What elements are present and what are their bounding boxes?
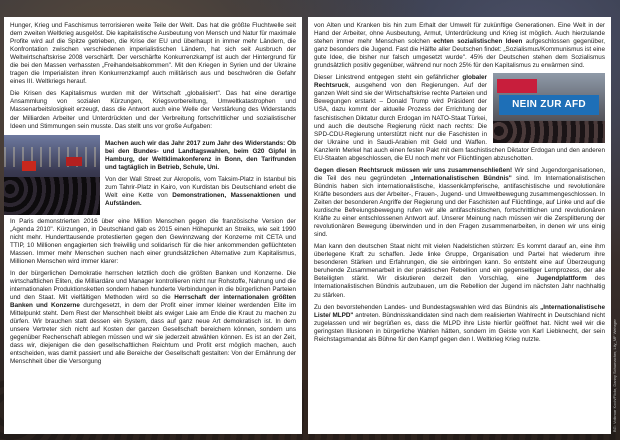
afd-banner-text: NEIN ZUR AFD [499, 95, 599, 115]
paragraph-protests: In Paris demonstrierten 2016 über eine Million Menschen gegen die französische Version der „Agenda 2010". Kürzungen, in Deutschland gab es 2015 einen Höhepunkt an Streiks, wie seit 1990 nicht mehr. Hunderttausende protestierten gegen den Gewinnzwang der Konzerne mit CETA und TTIP, 10 Millionen engagierten sich freiwillig und solidarisch für die hier ankommenden geflüchteten Massen. Immer mehr Menschen suchen nach einer grundsätzlichen Alternative zum Kapitalismus, Millionen Menschen wird immer klarer: [10, 217, 296, 265]
callout-text: Machen auch wir das Jahr 2017 zum Jahr des Widerstands: Ob bei den Bundes- und Landtagswahlen, beim G20 Gipfel in Hamburg, der Weltklimakonferenz in Bonn, den Tarifrunden und tagtäglich in Betrieb, Schule, Uni. Von der Wall Street zur Akropolis, vom Taksim-Platz in Istanbul bis zum Tahrir-Platz in Kairo, von Kurdistan bis Deutschland erlebt die Welt eine Kette von Demonstrationen, Massenaktionen und Aufständen. [105, 139, 296, 207]
paragraph-democracy: In der bürgerlichen Demokratie herrschen letztlich doch die größten Banken und Konzerne. Die wirtschaftlichen Eliten, die Milliardäre und Manager kontrollieren nicht nur Rohstoffe, Nahrung und die internationalen Produktionsketten sondern haben hunderte Verbindungen in die bürgerlichen Parteien und den Staat. Mit vielfältigen Methoden wird so die Herrschaft der internationalen größten Banken und Konzerne durchgesetzt, in dem der Profit einer immer kleiner werdenden Elite im Mittelpunkt steht. Dem Rest der Menschheit bleibt als ewiger Laie am Ende die Kraut zu machen zu dürfen. Wir brauchen statt dessen ein System, dass auf ganz neue Art demokratisch ist. In dem unsere Vertreter sich nicht auf Kosten der ganzen Gesellschaft bereichern können, sondern uns gegenüber Rechenschaft ablegen müssen und wir sie jederzeit abwählen können. Es ist an der Zeit, dass wir, diejenigen die den gesellschaftlichen Reichtum und Profit erst möglich machen, auch entscheiden, was damit passiert und alle Bereiche der Gesellschaft gestalten: Von der Ernährung der Menschheit über die Versorgung [10, 269, 297, 366]
right-text-column [308, 17, 611, 434]
paragraph-elections: Zu den bevorstehenden Landes- und Bundestagswahlen wird das Bündnis als „Internationalistische Liste/ MLPD" antreten. Bündnisskandidaten sind nach dem realisierten Wahlrecht in Deutschland nicht zugelassen und wir begrüßen es, dass die MLPD ihre Liste hierfür geöffnet hat. Nicht weil wir die geringsten Illusionen in bürgerliche Wahlen hätten, sondern im Geiste von Karl Liebknecht, der sein Reichstagsmandat als Bühne für den Kampf gegen den I. Weltkrieg Krieg nutzte. [314, 303, 605, 343]
paragraph-crisis: Hunger, Krieg und Faschismus terrorisieren weite Teile der Welt. Das hat die größte Fluchtwelle seit dem zweiten Weltkrieg ausgelöst. Die kapitalistische Ausbeutung von Mensch und Natur für maximale Profite wird auf die Spitze getrieben, die Krise der EU und überhaupt in immer mehr Ländern, die Konfrontation zwischen verschiedenen imperialistischen Ländern, hat sich seit Ausbruch der Weltwirtschaftskrise 2008 verschärft. Der verschärfte Konkurrenzkampf ist auch der Hintergrund für die bei den Massen verhassten „Freihandelsabkommen". Mit den Kriegen in Syrien und der Ukraine tragen die Imperialisten ihren Konkurrenzkampf auch militärisch aus und beschwören die Gefahr eines III. Weltkriegs herauf. [10, 22, 296, 86]
photo-callout-row [4, 135, 302, 215]
paragraph-globalization: Die Krisen des Kapitalismus wurden mit der Wirtschaft „globalisiert". Das hat eine derartige Ansammlung von sozialen Kürzungen, Kriegsvorbereitung, Umweltkatastrophen und Massenarbeitslosigkeit erzeugt, dass die Antwort auch eine Welle der Verstärkung des Widerstands der Milliarden Arbeiter und Unterdrückten und der Verbreitung fortschrittlicher und sozialistischer Ideen und Stimmungen sein musste. Das stellt uns vor große Aufgaben: [10, 90, 296, 130]
paragraph-alliance: Gegen diesen Rechtsruck müssen wir uns zusammenschließen! Wir sind Jugendorganisationen, die Teil des neu gegründeten „Internationalistischen Bündnis" sind. Im Internationalistischen Bündnis haben sich internationalistische, klassenkämpferische, antifaschistische und revolutionäre Kräfte besonders aus der Arbeiter-, Frauen-, Jugend- und Umweltbewegung zusammengeschlossen. In Zeiten der besonderen Angriffe der Regierung und der Faschisten auf Flüchtlinge, auf Linke und auf die kurdische Befreiungsbewegung rufen wir alle antifaschistischen, fortschrittlichen und revolutionären Kräfte zu einer entschlossenen Antwort auf. Unserer Meinung nach müssen wir die Zersplitterung der revolutionären Bewegung überwinden und in den Fragen zusammenarbeiten, in denen wir uns einig sind. [314, 166, 605, 239]
paragraph-socialist-ideas: von Alten und Kranken bis hin zum Erhalt der Umwelt für zukünftige Generationen. Eine Welt in der Hand der Arbeiter, ohne Ausbeutung, Armut, Unterdrückung und Krieg ist möglich. Auch hierzulande stehen immer mehr Menschen solchen echten sozialistischen Ideen aufgeschlossen gegenüber, ganz besonders die Jugend. Fast die Hälfte aller Deutschen findet: „Sozialismus/Kommunismus ist eine gute Idee, die bisher nur falsch umgesetzt wurde". 45% der Deutschen stehen dem Sozialismus grundsätzlich positiv gegenüber, während nur noch 25% für den Kapitalismus zu erwärmen sind. [314, 22, 605, 70]
demonstration-photo [4, 135, 100, 215]
paragraph-jugendplattform: Man kann den deutschen Staat nicht mit vielen Nadelstichen stürzen: Es kommt darauf an, eine ihm überlegene Kraft zu schaffen. Jede linke Gruppe, Organisation und Partei hat wiederum ihre besonderen Stärken und Erfahrungen, die sie einbringen kann. So entsteht eine auf Überzeugung beruhende Zusammenarbeit in der praktischen Rebellion und ein gegenseitiger Lernprozess, der alle Beteiligten stärkt. Wir diskutieren derzeit den Vorschlag, eine Jugendplattform des Internationalistischen Bündnis aufzubauen, um die Rebellion der Jugend im nächsten Jahr nachhaltig zu stärken. [314, 243, 605, 299]
paragraph-rechtsruck: Dieser Linkstrend entgegen steht ein gefährlicher globaler Rechtsruck, ausgehend von den Regierungen. Auf der ganzen Welt sind sie der Wirtschaftskrise rechte Parteien und Bewegungen erstarkt – Donald Trump wird Präsident der USA, dazu kommt der aktuelle Prozess der Errichtung der faschistischen Diktatur durch Erdogan im NATO-Staat Türkei, und auch die deutsche Regierung rückt nach rechts: Die SPD-CDU-Regierung unterstützt nicht nur die Faschisten in der Ukraine und in Saudi-Arabien mit Geld und Waffen. Kanzlerin Merkel hat auch einen festen Pakt mit dem faschistischen Diktator Erdogan und den anderen EU-Staaten abgeschlossen, die EU noch mehr vor Flüchtlingen abzuschotten. [314, 74, 605, 162]
photo-credit: BG: Volkmar Koch/Flickr, Danny Schumacher, Lily_MF Wehrger [612, 319, 617, 432]
nein-zur-afd-photo [493, 73, 605, 143]
left-text-column [4, 17, 302, 434]
callout-bold: Machen auch wir das Jahr 2017 zum Jahr des Widerstands: Ob bei den Bundes- und Landtagswahlen, beim G20 Gipfel in Hamburg, der Weltklimakonferenz in Bonn, den Tarifrunden und tagtäglich in Betrieb, Schule, Uni. [105, 139, 296, 171]
